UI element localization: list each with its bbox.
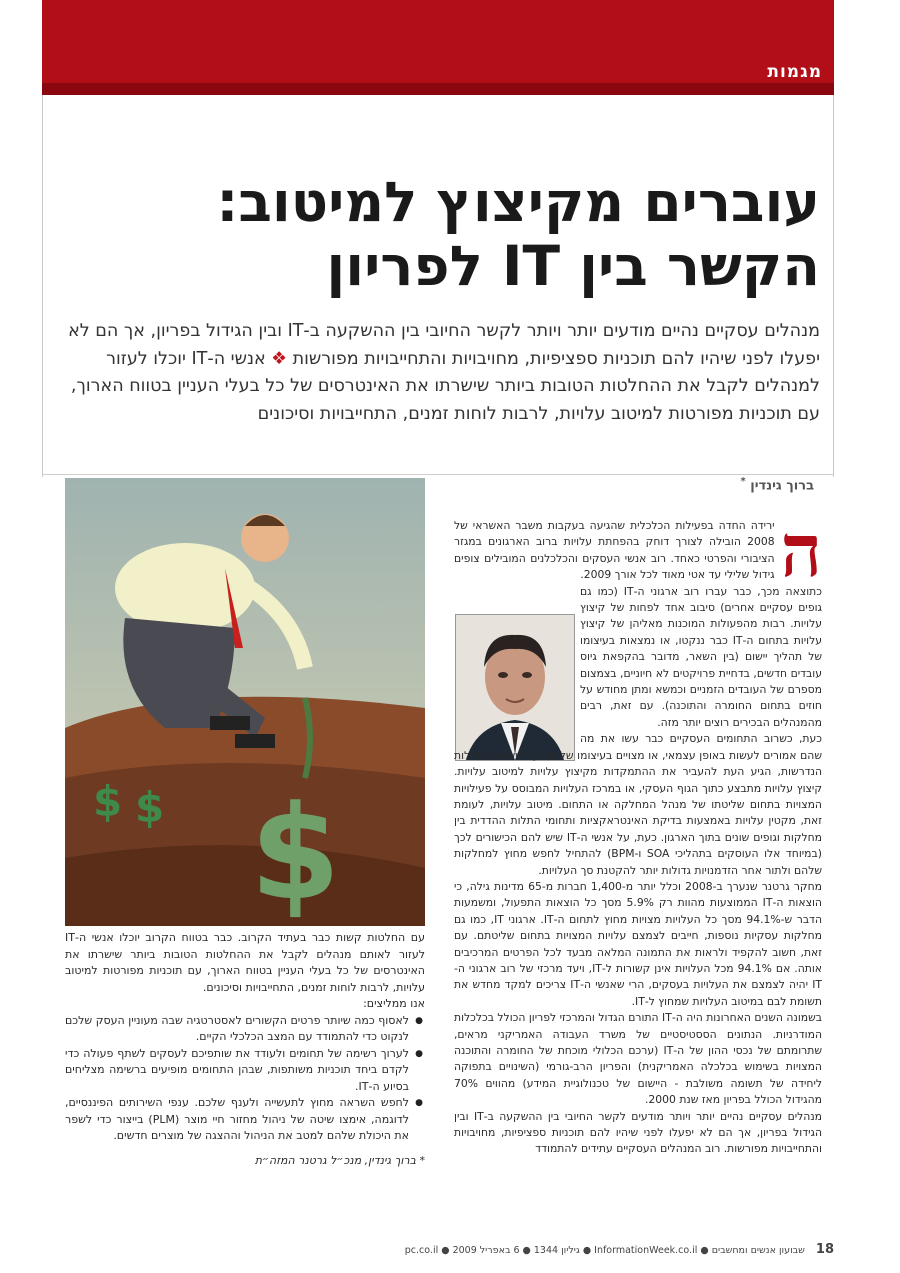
page-number: 18 xyxy=(815,1242,834,1257)
body-paragraph-2: כתוצאה מכך, כבר עברו רוב ארגוני ה-IT (כמו גם גופים עסקיים אחרים) סיבוב אחד לפחות של קיצוץ עלויות. רבות מהפעולות המוכנות מאליהן של קיצוץ עלויות בתחום ה-IT כבר ננקטו, או נמצאות בעיצומו של תהליך יישום (בין השאר, מדובר בהקפאת גיוס עובדים חדשים, בדחיית פרויקטים לא חיוניים, בצמצום מספרם של העובדים הזמניים וכמשא ומתן מחודש על חוזים בתחום החומרה והתוכנה). עם זאת, רבים מהמנהלים הבכירים רוצים יותר מזה. xyxy=(580,584,822,729)
recommendations-list xyxy=(65,1013,425,1145)
body-paragraph-6: מנהלים עסקיים נהיים יותר ויותר מודעים לקשר החיובי בין ההשקעה ב-IT ובין הגידול בפריון, אך הם לא יפעלו לפני שיהיו להם תוכניות ספציפיות, מחויבויות והתחייבויות מפורשות. רוב המנהלים העסקיים עתידים להתמודד xyxy=(454,1109,822,1156)
list-item: ● לחפש השראה מחוץ לתעשייה ולענף שלכם. ענפי השירותים הפיננסיים, לדוגמה, אימצו שיטה של ניהול מחזור חיי מוצר (PLM) בייצור כדי לשפר את היכולת שלהם למטב את הניהול וההצגה של מוצרים חדשים. xyxy=(65,1095,409,1145)
lead-text: מנהלים עסקיים נהיים מודעים יותר ויותר לקשר החיובי בין ההשקעה ב-IT ובין הגידול בפריון, אך הם לא יפעלו לפני שיהיו להם תוכניות ספציפיות, מחויבויות והתחייבויות מפורשות xyxy=(68,321,820,369)
article-body-right xyxy=(454,508,823,1158)
byline xyxy=(741,476,814,493)
recommend-heading: אנו ממליצים: xyxy=(363,997,425,1010)
author-signature: * ברוך גינדין, מנכ״ל גרטנר המזה״ת xyxy=(254,1153,425,1167)
article-body-left xyxy=(65,930,425,1169)
byline-mark: * xyxy=(740,476,746,487)
body-paragraph-5: בשמונה השנים האחרונות היה ה-IT התורם הגדול והמרכזי לפריון הכולל בכלכלות המודרניות. הנתונים הססטיסטיים של משרד העבודה האמריקני מראים, שתרומתם של נכסי ההון של ה-IT (ערכם הכלולי מוכחת של החומרה והתוכנה המצויות בשימוש בכלכלה האמריקנית) והפריון הרב-גורמי (השינויים בתפוקה ליחידה של תשומה משולבת - היישום של טכנולוגיית המידע) מהווים 70% מהגידול הכולל בפריון מאז שנת 2000. xyxy=(454,1011,822,1107)
illustration-image xyxy=(65,478,425,926)
section-label: מגמות xyxy=(767,62,822,82)
list-item: ● לערוך רשימה של תחומים ולעודד את שותפיכם לעסקים לשתף פעולה כדי לקדם ביחד תוכניות משותפות, שבהן התחומים מופיעים ברשימה מצליחים בסיוע ה-IT. xyxy=(65,1046,409,1096)
header-band xyxy=(42,0,834,83)
dropcap: ה xyxy=(780,508,822,593)
headline-line1: עוברים מקיצוץ למיטוב: xyxy=(216,170,820,234)
list-item: ● לאסוף כמה שיותר פרטים הקשורים לאסטרטגיה שבה מעוניין העסק שלכם לנקוט כדי להתמודד עם המצב הכלכלי הקיים. xyxy=(65,1013,409,1046)
byline-author: ברוך גינדין xyxy=(750,478,814,494)
portrait-spacer xyxy=(454,584,580,744)
svg-text:$: $ xyxy=(250,777,341,926)
left-paragraph: עם החלטות קשות כבר בעתיד הקרוב. כבר בטווח הקרוב יוכלו אנשי ה-IT לעזור לאותם מנהלים לקבל את ההחלטות הטובות ביותר שישרתו את האינטרסים של כל בעלי העניין בטווח הארוך, עם תוכניות מפורטות למיטוב עלויות, לרבות לוחות זמנים, התחייבויות וסיכונים. xyxy=(65,931,425,994)
body-paragraph-3: כעת, כשרוב התחומים העסקיים כבר עשו את מה שהם אמורים לעשות באופן עצמאי, או מצויים בעיצומו של מהלך ליישום הפעולות הנדרשות, הגיע העת להעביר את ההתמקדות מקיצוץ עלויות למיטוב עלויות. קיצוץ עלויות מתבצע כתוך הגוף העסקי, או במרכז העלויות המבוסס על פעילויות המצויות בתחום שליטתו של מנהל המחלקה או התחום. מיטוב עלויות, לעומת זאת, מקטין עלויות באמצעות בדיקת האינטראקציות ותחומי התלות ההדדית בין מחלקות וגופים שונים בתוך הארגון. כעת, על אנשי ה-IT שיש להם הכישורים לכך (במיוחד אלו העוסקים בתהליכי SOA ו-BPM) להתחיל לחפש מחוץ למחלקות שלהם ולתור אחר הזדמנויות גדולות יותר להקטנת סך העלויות. xyxy=(454,732,823,877)
footer-text: שבועון אנשים ומחשבים ● InformationWeek.co.il ● גיליון 1344 ● 6 באפריל 2009 ● pc.co.il xyxy=(404,1245,805,1256)
lead-text-cont: אנשי ה-IT יוכלו לעזור למנהלים לקבל את ההחלטות הטובות ביותר שישרתו את האינטרסים של כל בעלי העניין בטווח הארוך, עם תוכניות מפורטות למיטוב עלויות, לרבות לוחות זמנים, התחייבויות וסיכונים xyxy=(70,348,820,424)
divider xyxy=(42,474,834,475)
diamond-icon: ❖ xyxy=(271,348,287,369)
headline xyxy=(120,170,820,298)
lead-paragraph xyxy=(60,318,820,428)
svg-text:$: $ xyxy=(135,783,165,832)
headline-line2: הקשר בין IT לפריון xyxy=(326,234,820,298)
page-footer xyxy=(42,1238,834,1257)
body-paragraph-4: מחקר גרטנר שנערך ב-2008 וכלל יותר מ-1,400 חברות מ-65 מדינות גילה, כי הוצאות ה-IT הממוצעות מהוות רק 5.9% מסך כל הוצאות התפעול, ומשמעות הדבר ש-94.1% מסך כל העלויות מצויות מחוץ לתחום ה-IT. ארגוני IT, כמו גם מחלקות עסקיות נוספות, חייבים לצמצם עלויות המצויות בתחום שליטתם. עם זאת, חשוב להקפיד ולראות את התמונה המלאה מבעד לכל הפרטים המרכיבים אותה. אם 94.1% מכל העלויות אינן קשורות ל-IT, ויעד מרכזי של רוב ארגוני ה-IT יהיה לצמצם את העלויות בעסקים, הרי שאנשי ה-IT צריכים למקד מחדש את תשומת לבם במיטוב העלויות שמחוץ ל-IT. xyxy=(454,879,823,1008)
svg-text:$: $ xyxy=(93,777,123,826)
header-strip xyxy=(42,83,834,95)
body-paragraph-1: ירידה החדה בפעילות הכלכלית שהגיעה בעקבות משבר האשראי של 2008 הובילה לצורך דוחק בהפחתת עלויות ברוב הארגונים במגזר הציבורי והפרטי כאחד. רוב אנשי העסקים והכלכלנים המובילים צופים גידול שלילי עד אטי מאוד לכל אורך 2009. xyxy=(454,519,775,582)
